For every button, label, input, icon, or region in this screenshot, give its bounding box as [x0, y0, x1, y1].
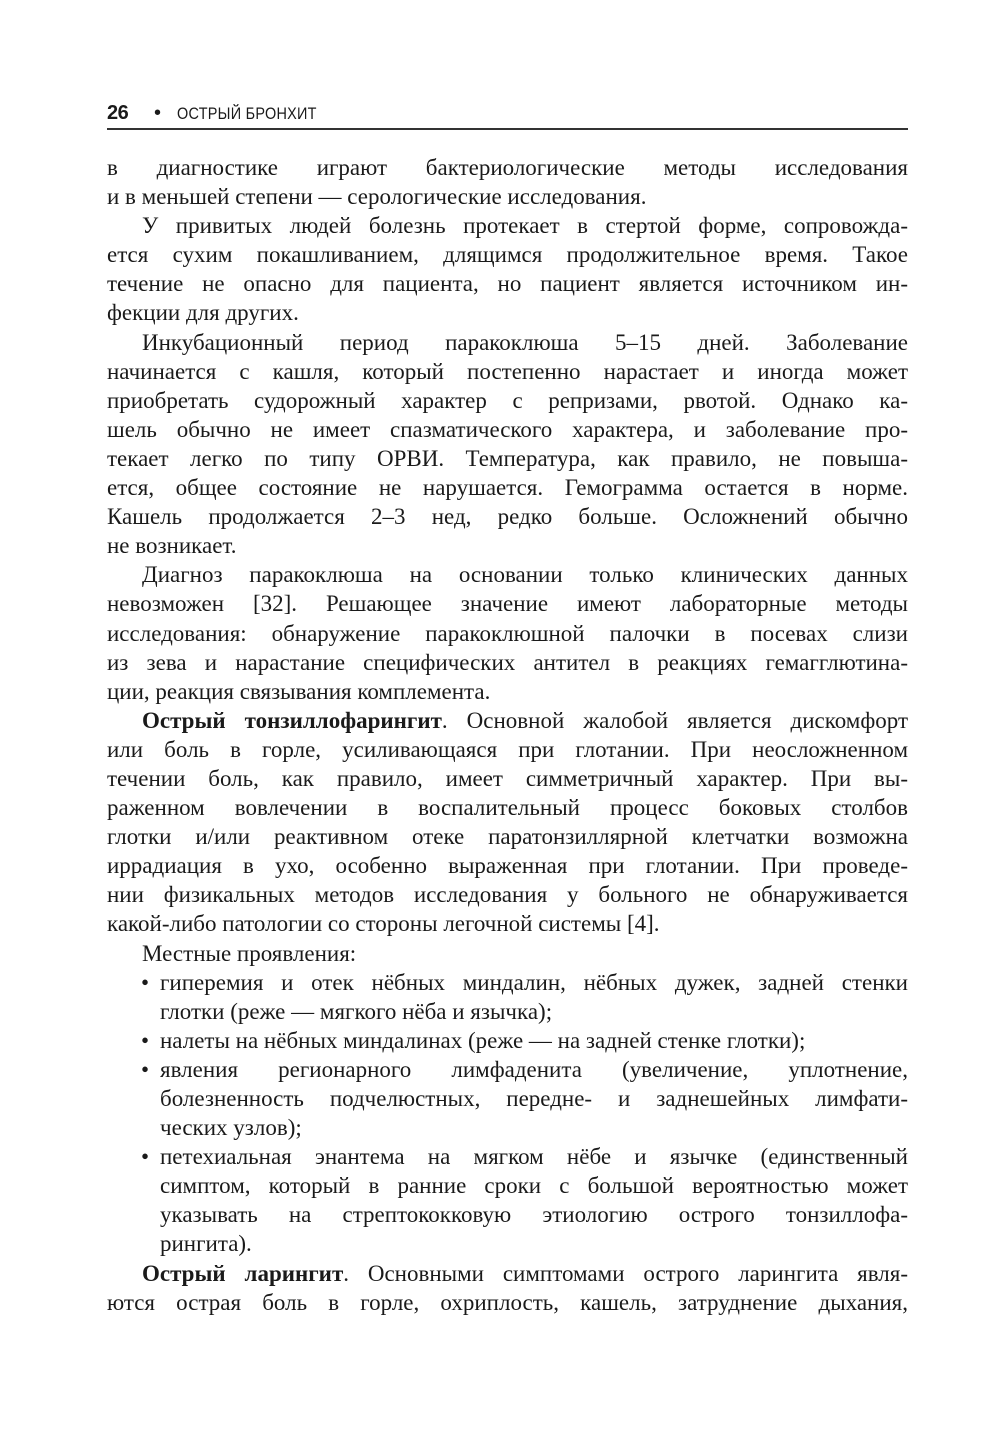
line-text: Инкубационный период паракоклюша 5–15 дней. Заболевание: [142, 329, 908, 355]
line-text: из зева и нарастание специфических антител в реакциях гемагглютина-: [107, 649, 908, 675]
line-text: шель обычно не имеет спазматического характера, и заболевание про-: [107, 416, 908, 442]
line-text: фекции для других.: [107, 300, 299, 326]
text-line: [107, 822, 908, 851]
paragraph: [107, 560, 908, 705]
text-line: [107, 1171, 908, 1200]
text-line: [107, 764, 908, 793]
line-text: какой-либо патологии со стороны легочной системы [4].: [107, 911, 660, 937]
paragraph: [107, 211, 908, 327]
section-heading: Острый тонзиллофарингит: [142, 707, 442, 733]
line-text: налеты на нёбных миндалинах (реже — на задней стенке глотки);: [160, 1027, 806, 1053]
text-line: [107, 997, 908, 1026]
text-line: [107, 1084, 908, 1113]
bullet-icon: •: [141, 1027, 150, 1053]
line-text: Диагноз паракоклюша на основании только клинических данных: [142, 562, 908, 588]
text-line: [107, 793, 908, 822]
paragraph: [107, 939, 908, 968]
text-line: [107, 298, 908, 327]
page-number: 26: [107, 102, 129, 124]
text-line: [107, 735, 908, 764]
text-line: [107, 240, 908, 269]
line-text: болезненность подчелюстных, передне- и заднешейных лимфати-: [160, 1086, 908, 1111]
running-title: ОСТРЫЙ БРОНХИТ: [177, 104, 317, 123]
text-line: [107, 677, 908, 706]
paragraph: [107, 153, 908, 211]
text-line: [107, 706, 908, 735]
line-text: нии физикальных методов исследования у больного не обнаруживается: [107, 882, 908, 908]
text-line: [107, 648, 908, 677]
line-text: симптом, который в ранние сроки с большой вероятностью может: [160, 1173, 908, 1199]
section-heading: Острый ларингит: [142, 1260, 344, 1286]
line-text: и в меньшей степени — серологические исследования.: [107, 184, 647, 210]
text-line: [107, 939, 908, 968]
text-line: [107, 211, 908, 240]
line-text: текает легко по типу ОРВИ. Температура, как правило, не повыша-: [107, 445, 908, 471]
line-text: указывать на стрептококковую этиологию острого тонзиллофа-: [160, 1202, 908, 1228]
line-text: явления регионарного лимфаденита (увеличение, уплотнение,: [160, 1056, 908, 1082]
paragraph: [107, 328, 908, 561]
line-text: приобретать судорожный характер с репризами, рвотой. Однако ка-: [107, 387, 908, 413]
text-line: [107, 1259, 908, 1288]
text-line: [107, 269, 908, 298]
text-line: [107, 880, 908, 909]
line-text: или боль в горле, усиливающаяся при глотании. При неосложненном: [107, 736, 908, 762]
line-text: глотки и/или реактивном отеке паратонзиллярной клетчатки возможна: [107, 824, 908, 850]
line-text: в диагностике играют бактериологические методы исследования: [107, 155, 908, 180]
bullet-icon: •: [141, 1144, 150, 1170]
text-line: [107, 502, 908, 531]
header-separator: •: [154, 102, 162, 124]
line-text: . Основными симптомами острого ларингита явля-: [343, 1260, 909, 1286]
running-header: [107, 100, 908, 130]
bullet-item: [107, 968, 908, 1026]
text-line: [107, 1113, 908, 1142]
line-text: ции, реакция связывания комплемента.: [107, 678, 491, 704]
line-text: У привитых людей болезнь протекает в стертой форме, сопровожда-: [142, 213, 908, 239]
text-line: [107, 560, 908, 589]
bullet-item: [107, 1026, 908, 1055]
text-line: [107, 153, 908, 182]
bullet-icon: •: [141, 969, 150, 995]
text-line: [107, 328, 908, 357]
line-text: течение не опасно для пациента, но пациент является источником ин-: [107, 271, 908, 297]
line-text: рингита).: [160, 1231, 252, 1257]
bullet-item: [107, 1055, 908, 1142]
line-text: ческих узлов);: [160, 1115, 302, 1141]
line-text: начинается с кашля, который постепенно нарастает и иногда может: [107, 358, 908, 384]
text-line: [107, 386, 908, 415]
bullet-icon: •: [141, 1056, 150, 1082]
section-paragraph: [107, 1259, 908, 1317]
text-line: [107, 531, 908, 560]
text-line: [107, 589, 908, 618]
text-line: [107, 357, 908, 386]
line-text: гиперемия и отек нёбных миндалин, нёбных дужек, задней стенки: [160, 969, 908, 995]
text-line: [107, 1200, 908, 1229]
text-line: [107, 1055, 908, 1084]
line-text: ются острая боль в горле, охриплость, кашель, затруднение дыхания,: [107, 1289, 908, 1315]
text-line: [107, 1288, 908, 1317]
line-text: раженном вовлечении в воспалительный процесс боковых столбов: [107, 795, 908, 821]
text-line: [107, 851, 908, 880]
line-text: не возникает.: [107, 533, 237, 559]
line-text: ется, общее состояние не нарушается. Гемограмма остается в норме.: [107, 475, 908, 501]
text-line: [107, 1142, 908, 1171]
page-body: [107, 153, 908, 1317]
text-line: [107, 473, 908, 502]
line-text: петехиальная энантема на мягком нёбе и язычке (единственный: [160, 1144, 908, 1170]
section-paragraph: [107, 706, 908, 939]
bullet-item: [107, 1142, 908, 1258]
line-text: исследования: обнаружение паракоклюшной палочки в посевах слизи: [107, 620, 908, 646]
text-line: [107, 1026, 908, 1055]
line-text: Кашель продолжается 2–3 нед, редко больше. Осложнений обычно: [107, 504, 908, 530]
line-text: течении боль, как правило, имеет симметричный характер. При вы-: [107, 765, 908, 791]
text-line: [107, 415, 908, 444]
text-line: [107, 182, 908, 211]
text-line: [107, 444, 908, 473]
text-line: [107, 619, 908, 648]
line-text: Местные проявления:: [142, 940, 357, 966]
line-text: . Основной жалобой является дискомфорт: [441, 707, 908, 733]
text-line: [107, 968, 908, 997]
text-line: [107, 1229, 908, 1258]
line-text: иррадиация в ухо, особенно выраженная при глотании. При проведе-: [107, 853, 908, 879]
line-text: невозможен [32]. Решающее значение имеют лабораторные методы: [107, 591, 908, 617]
line-text: ется сухим покашливанием, длящимся продолжительное время. Такое: [107, 242, 908, 268]
text-line: [107, 909, 908, 938]
line-text: глотки (реже — мягкого нёба и язычка);: [160, 998, 553, 1024]
